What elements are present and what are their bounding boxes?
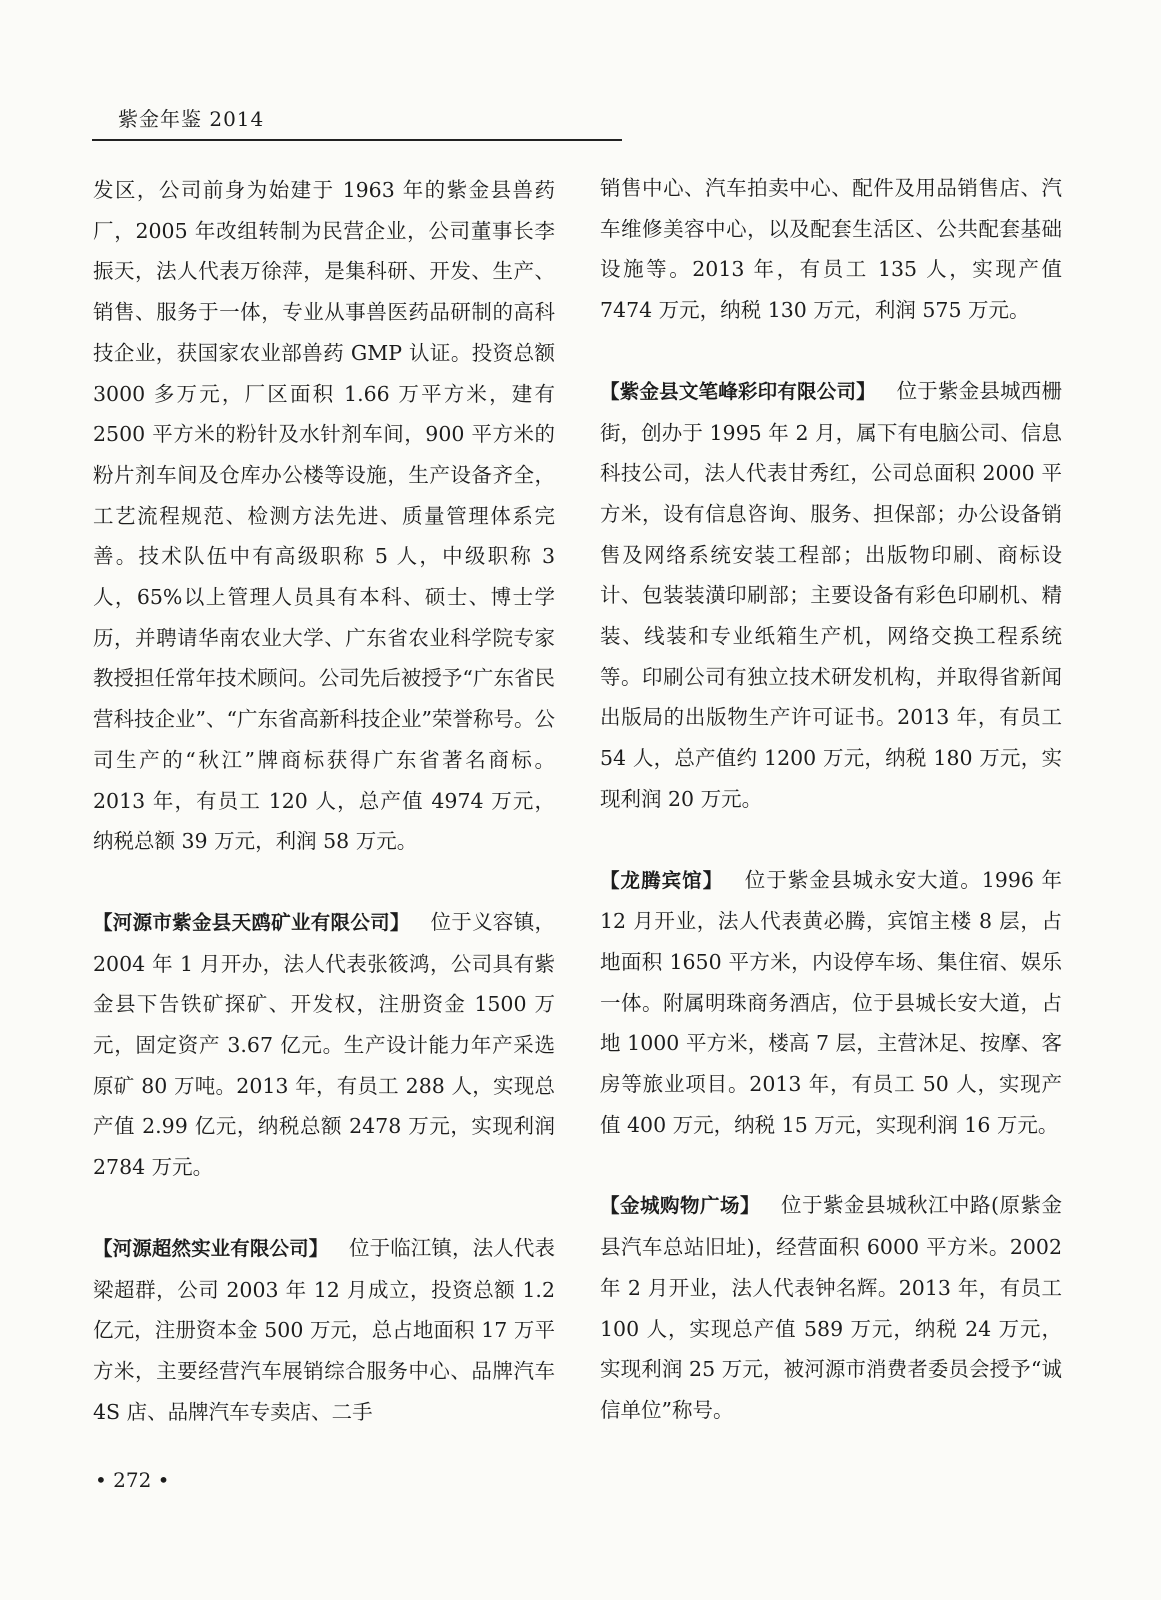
entry-tianou-mining <box>93 902 555 1188</box>
continued-paragraph: 发区，公司前身为始建于 1963 年的紫金县兽药厂，2005 年改组转制为民营企业，公司董事长李振天，法人代表万徐萍，是集科研、开发、生产、销售、服务于一体，专业从事兽医药品研制的高科技企业，获国家农业部兽药 GMP 认证。投资总额 3000 多万元，厂区面积 1.66 万平方米，建有 2500 平方米的粉针及水针剂车间，900 平方米的粉片剂车间及仓库办公楼等设施，生产设备齐全，工艺流程规范、检测方法先进、质量管理体系完善。技术队伍中有高级职称 5 人，中级职称 3 人，65%以上管理人员具有本科、硕士、博士学历，并聘请华南农业大学、广东省农业科学院专家教授担任常年技术顾问。公司先后被授予“广东省民营科技企业”、“广东省高新科技企业”荣誉称号。公司生产的“秋江”牌商标获得广东省著名商标。2013 年，有员工 120 人，总产值 4974 万元，纳税总额 39 万元，利润 58 万元。 <box>93 178 555 854</box>
entry-title: 【紫金县文笔峰彩印有限公司】 <box>600 379 876 403</box>
entry-title: 【龙腾宾馆】 <box>600 868 724 892</box>
page-number: • 272 • <box>95 1468 170 1492</box>
running-header: 紫金年鉴 2014 <box>118 107 265 131</box>
entry-body: 位于临江镇，法人代表梁超群，公司 2003 年 12 月成立，投资总额 1.2 亿元，注册资本金 500 万元，总占地面积 17 万平方米，主要经营汽车展销综合服务中心、品牌汽车 4S 店、品牌汽车专卖店、二手 <box>93 1235 555 1424</box>
entry-jincheng-plaza <box>600 1185 1062 1430</box>
entry-body: 位于紫金县城西栅街，创办于 1995 年 2 月，属下有电脑公司、信息科技公司，法人代表甘秀红，公司总面积 2000 平方米，设有信息咨询、服务、担保部；办公设备销售及网络系统安装工程部；出版物印刷、商标设计、包装装潢印刷部；主要设备有彩色印刷机、精装、线装和专业纸箱生产机，网络交换工程系统等。印刷公司有独立技术研发机构，并取得省新闻出版局的出版物生产许可证书。2013 年，有员工 54 人，总产值约 1200 万元，纳税 180 万元，实现利润 20 万元。 <box>600 378 1062 811</box>
entry-body: 位于紫金县城秋江中路(原紫金县汽车总站旧址)，经营面积 6000 平方米。2002 年 2 月开业，法人代表钟名辉。2013 年，有员工 100 人，实现总产值 589 万元，纳税 24 万元，实现利润 25 万元，被河源市消费者委员会授予“诚信单位”称号。 <box>600 1193 1062 1422</box>
entry-title: 【河源市紫金县天鸥矿业有限公司】 <box>93 910 410 934</box>
header-rule <box>92 139 622 141</box>
entry-body: 位于义容镇，2004 年 1 月开办，法人代表张筱鸿，公司具有紫金县下告铁矿探矿、开发权，注册资金 1500 万元，固定资产 3.67 亿元。生产设计能力年产采选原矿 80 万吨。2013 年，有员工 288 人，实现总产值 2.99 亿元，纳税总额 2478 万元，实现利润 2784 万元。 <box>93 909 555 1180</box>
continued-paragraph: 销售中心、汽车拍卖中心、配件及用品销售店、汽车维修美容中心，以及配套生活区、公共配套基础设施等。2013 年，有员工 135 人，实现产值 7474 万元，纳税 130 万元，利润 575 万元。 <box>600 176 1062 323</box>
entry-title: 【金城购物广场】 <box>600 1194 760 1218</box>
entry-body: 位于紫金县城永安大道。1996 年 12 月开业，法人代表黄必腾，宾馆主楼 8 层，占地面积 1650 平方米，内设停车场、集住宿、娱乐一体。附属明珠商务酒店，位于县城长安大道，占地 1000 平方米，楼高 7 层，主营沐足、按摩、客房等旅业项目。2013 年，有员工 50 人，实现产值 400 万元，纳税 15 万元，实现利润 16 万元。 <box>600 867 1062 1137</box>
entry-chaoran-industrial <box>93 1228 555 1433</box>
entry-longteng-hotel <box>600 860 1062 1146</box>
entry-wenbifeng-printing <box>600 371 1062 820</box>
entry-title: 【河源超然实业有限公司】 <box>93 1236 329 1260</box>
left-column <box>93 170 555 1432</box>
right-column <box>600 168 1062 1431</box>
